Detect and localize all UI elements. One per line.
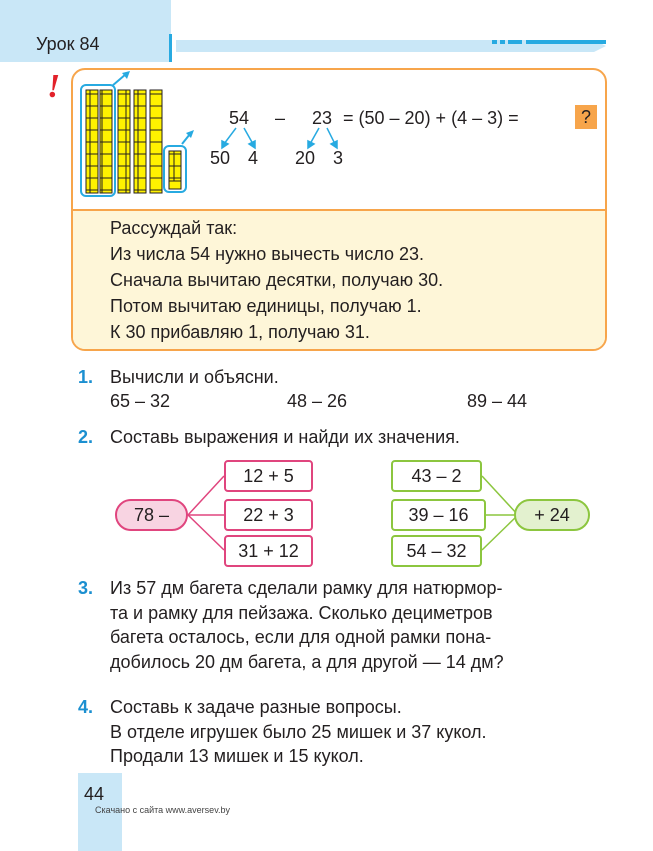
exclamation-icon: !	[47, 68, 61, 105]
task-1-number: 1.	[78, 367, 94, 387]
task-2-right-item: 54 – 32	[391, 535, 482, 567]
lesson-title: Урок 84	[36, 34, 100, 54]
reasoning-line: Рассуждай так:	[110, 218, 238, 238]
task-4-line: В отделе игрушек было 25 мишек и 37 кукол.	[110, 721, 487, 742]
decomp-54-tens: 50	[210, 148, 231, 168]
footer-note: Скачано с сайта www.aversev.by	[95, 805, 231, 815]
task-2-right-item: 39 – 16	[391, 499, 486, 531]
task-1-expression: 89 – 44	[467, 391, 528, 411]
reasoning-line: Потом вычитаю единицы, получаю 1.	[110, 296, 422, 316]
header-bar	[176, 40, 606, 52]
task-3-line: багета осталось, если для одной рамки пона-	[110, 627, 492, 647]
answer-placeholder: ?	[575, 105, 597, 129]
eq-left-number: 54	[229, 108, 250, 128]
task-4-line: Составь к задаче разные вопросы.	[110, 697, 402, 717]
task-1-expression: 65 – 32	[110, 391, 171, 411]
task-3-line: добилось 20 дм багета, а для другой — 14 дм?	[110, 651, 504, 672]
task-3-number: 3.	[78, 578, 94, 598]
decomp-23-tens: 20	[295, 148, 316, 168]
task-2-end-term: + 24	[514, 499, 590, 531]
decomp-54-units: 4	[248, 148, 259, 168]
task-2-text: Составь выражения и найди их значения.	[110, 427, 460, 447]
task-2-left-item: 22 + 3	[224, 499, 313, 531]
eq-right-number: 23	[312, 108, 333, 128]
eq-minus: –	[275, 108, 286, 128]
task-1-expression: 48 – 26	[287, 391, 348, 411]
base-ten-blocks-illustration	[78, 70, 198, 200]
task-2-left-item: 31 + 12	[224, 535, 313, 567]
reasoning-line: К 30 прибавляю 1, получаю 31.	[110, 322, 370, 342]
task-2-number: 2.	[78, 427, 94, 447]
task-2-right-item: 43 – 2	[391, 460, 482, 492]
eq-rest: = (50 – 20) + (4 – 3) =	[343, 108, 519, 128]
reasoning-line: Сначала вычитаю десятки, получаю 30.	[110, 270, 444, 290]
task-3-line: та и рамку для пейзажа. Сколько дециметров	[110, 602, 493, 623]
task-2-left-item: 12 + 5	[224, 460, 313, 492]
lesson-divider	[169, 34, 172, 62]
task-4-line: Продали 13 мишек и 15 кукол.	[110, 746, 364, 766]
task-3-line: Из 57 дм багета сделали рамку для натюрмор-	[110, 578, 503, 598]
task-2-start-term: 78 –	[115, 499, 188, 531]
task-4-number: 4.	[78, 697, 94, 717]
reasoning-line: Из числа 54 нужно вычесть число 23.	[110, 244, 424, 264]
task-3-text	[110, 576, 604, 674]
task-4-text	[110, 695, 604, 769]
decomp-23-units: 3	[333, 148, 344, 168]
page-number: 44	[84, 784, 105, 804]
task-1-text: Вычисли и объясни.	[110, 367, 279, 387]
